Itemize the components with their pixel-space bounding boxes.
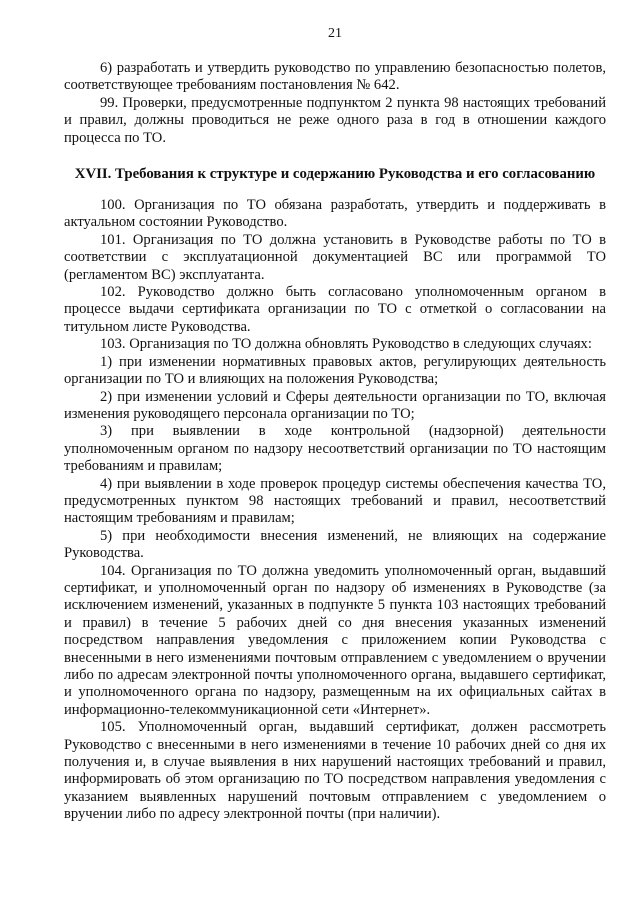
paragraph-100: 100. Организация по ТО обязана разработать, утвердить и поддерживать в актуальном состоянии Руководство. xyxy=(64,197,606,231)
paragraph-103: 103. Организация по ТО должна обновлять Руководство в следующих случаях: xyxy=(100,336,592,353)
paragraph-103-item-3: 3) при выявлении в ходе контрольной (надзорной) деятельности уполномоченным органом по надзору несоответствий организации по ТО настоящим требованиям и правилам; xyxy=(64,423,606,475)
paragraph-103-item-2: 2) при изменении условий и Сферы деятельности организации по ТО, включая изменения руководящего персонала организации по ТО; xyxy=(64,388,606,422)
paragraph-6-subitem: 6) разработать и утвердить руководство по управлению безопасностью полетов, соответствующее требованиям постановления № 642. xyxy=(64,60,606,94)
paragraph-99: 99. Проверки, предусмотренные подпунктом 2 пункта 98 настоящих требований и правил, должны проводиться не реже одного раза в год в отношении каждого процесса по ТО. xyxy=(64,94,606,146)
paragraph-103-item-5: 5) при необходимости внесения изменений, не влияющих на содержание Руководства. xyxy=(64,527,606,562)
paragraph-105: 105. Уполномоченный орган, выдавший сертификат, должен рассмотреть Руководство с внесенными в него изменениями в течение 10 рабочих дней со дня их получения и, в случае выявления в них нарушений настоящих требований и правил, информировать об этом организацию по ТО посредством направления уведомления с указанием выявленных нарушений почтовым отправлением с уведомлением о вручении либо по адресу электронной почты (при наличии). xyxy=(64,719,606,823)
paragraph-101: 101. Организация по ТО должна установить в Руководстве работы по ТО в соответствии с эксплуатационной документацией ВС или программой ТО (регламентом ВС) эксплуатанта. xyxy=(64,231,606,283)
page-number: 21 xyxy=(328,26,342,41)
paragraph-102: 102. Руководство должно быть согласовано уполномоченным органом в процессе выдачи сертификата организации по ТО с отметкой о согласовании на титульном листе Руководства. xyxy=(64,284,606,335)
paragraph-103-item-1: 1) при изменении нормативных правовых актов, регулирующих деятельность организации по ТО и влияющих на положения Руководства; xyxy=(64,353,606,388)
section-heading: XVII. Требования к структуре и содержанию Руководства и его согласованию xyxy=(74,166,596,183)
paragraph-103-item-4: 4) при выявлении в ходе проверок процедур системы обеспечения качества ТО, предусмотренных пунктом 98 настоящих требований и правил, несоответствий настоящим требованиям и правилам; xyxy=(64,475,606,527)
paragraph-104: 104. Организация по ТО должна уведомить уполномоченный орган, выдавший сертификат, и уполномоченный орган по надзору об изменениях в Руководстве (за исключением изменений, указанных в подпункте 5 пункта 103 настоящих требований и правил) в течение 5 рабочих дней со дня внесения указанных изменений посредством направления уведомления с приложением копии Руководства с внесенными в него изменениями почтовым отправлением с уведомлением о вручении либо по адресам электронной почты уполномоченного органа, выдавшего сертификат, и уполномоченного органа по надзору, размещенным на их официальных сайтах в информационно-телекоммуникационной сети «Интернет». xyxy=(64,562,606,718)
